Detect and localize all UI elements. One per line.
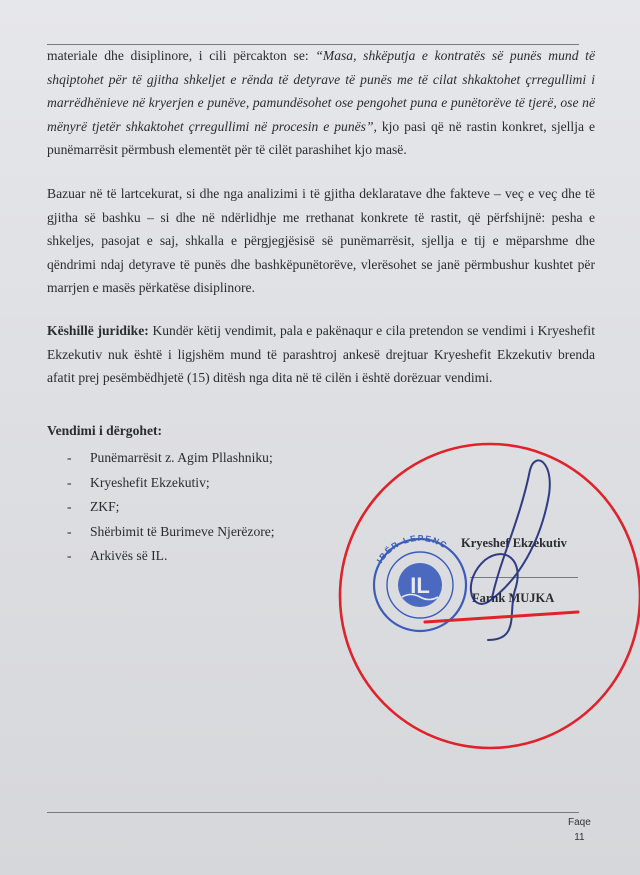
legal-advice-text: Kundër këtij vendimit, pala e pakënaqur e cila pretendon se vendimi i Kryeshefit Ekzekutiv nuk është i ligjshëm mund të parashtroj ankesë drejtuar Kryeshefit Ekzekutiv brenda afatit prej pesëmbëdhjetë (15) ditësh nga dita në të cilën i është dorëzuar vendimi. — [47, 323, 595, 386]
handwritten-signature — [471, 460, 550, 640]
paragraph-1-quote: “Masa, shkëputja e kontratës së punës mund të shqiptohet për të gjitha shkeljet e rënda të detyrave të punës me të cilat shkaktohet çrregullimi i marrëdhënieve në kryerjen e punëve, pamundësohet ose pengohet puna e punëtorëve të tjerë, ose në mënyrë tjetër shkaktohet çrregullimi në procesin e punës”, — [47, 48, 595, 134]
page-label: Faqe — [568, 817, 591, 828]
legal-advice-label: Këshillë juridike: — [47, 323, 149, 338]
page-number — [568, 815, 591, 845]
recipient-item: - Punëmarrësit z. Agim Pllashniku; — [67, 450, 273, 465]
signatory-name: Farnk MUJKA — [472, 591, 555, 605]
recipient-item: - Shërbimit të Burimeve Njerëzore; — [67, 523, 275, 539]
stamp-ring-text: IBËR-LEPENC — [374, 532, 450, 565]
red-highlight-circle — [340, 444, 640, 748]
paragraph-2-text: Bazuar në të lartcekurat, si dhe nga analizimi i të gjitha deklaratave dhe fakteve – veç e veç dhe të gjitha së bashku – si dhe në ndërlidhje me rrethanat konkrete të rastit, që përfshijnë: pesha e shkeljes, pasojat e saj, shkalla e përgjegjësisë së punëmarrësit, sjellja e tij e mëparshme dhe qëndrimi ndaj detyrave të punës dhe bashkëpunëtorëve, vlerësohet se janë përmbushur kushtet për marrjen e masës përkatëse disiplinore. — [47, 186, 595, 296]
paragraph-1-tail: kjo pasi që në rastin konkret, sjellja e punëmarrësit përmbush elementët për të cilët parashihet kjo masë. — [47, 118, 595, 158]
stamp-monogram: IL — [410, 573, 430, 598]
signatory-title: Kryeshef Ekzekutiv — [461, 536, 567, 550]
page-value: 11 — [574, 832, 585, 843]
recipient-item: - Arkivës së IL. — [67, 548, 168, 563]
red-underline — [425, 612, 578, 622]
footer-rule — [47, 812, 579, 813]
recipient-item: - ZKF; — [67, 499, 120, 514]
recipients-title: Vendimi i dërgohet: — [47, 423, 163, 438]
paragraph-1-lead: materiale dhe disiplinore, i cili përcakton se: — [47, 48, 316, 63]
recipient-item: - Kryeshefit Ekzekutiv; — [67, 474, 210, 490]
